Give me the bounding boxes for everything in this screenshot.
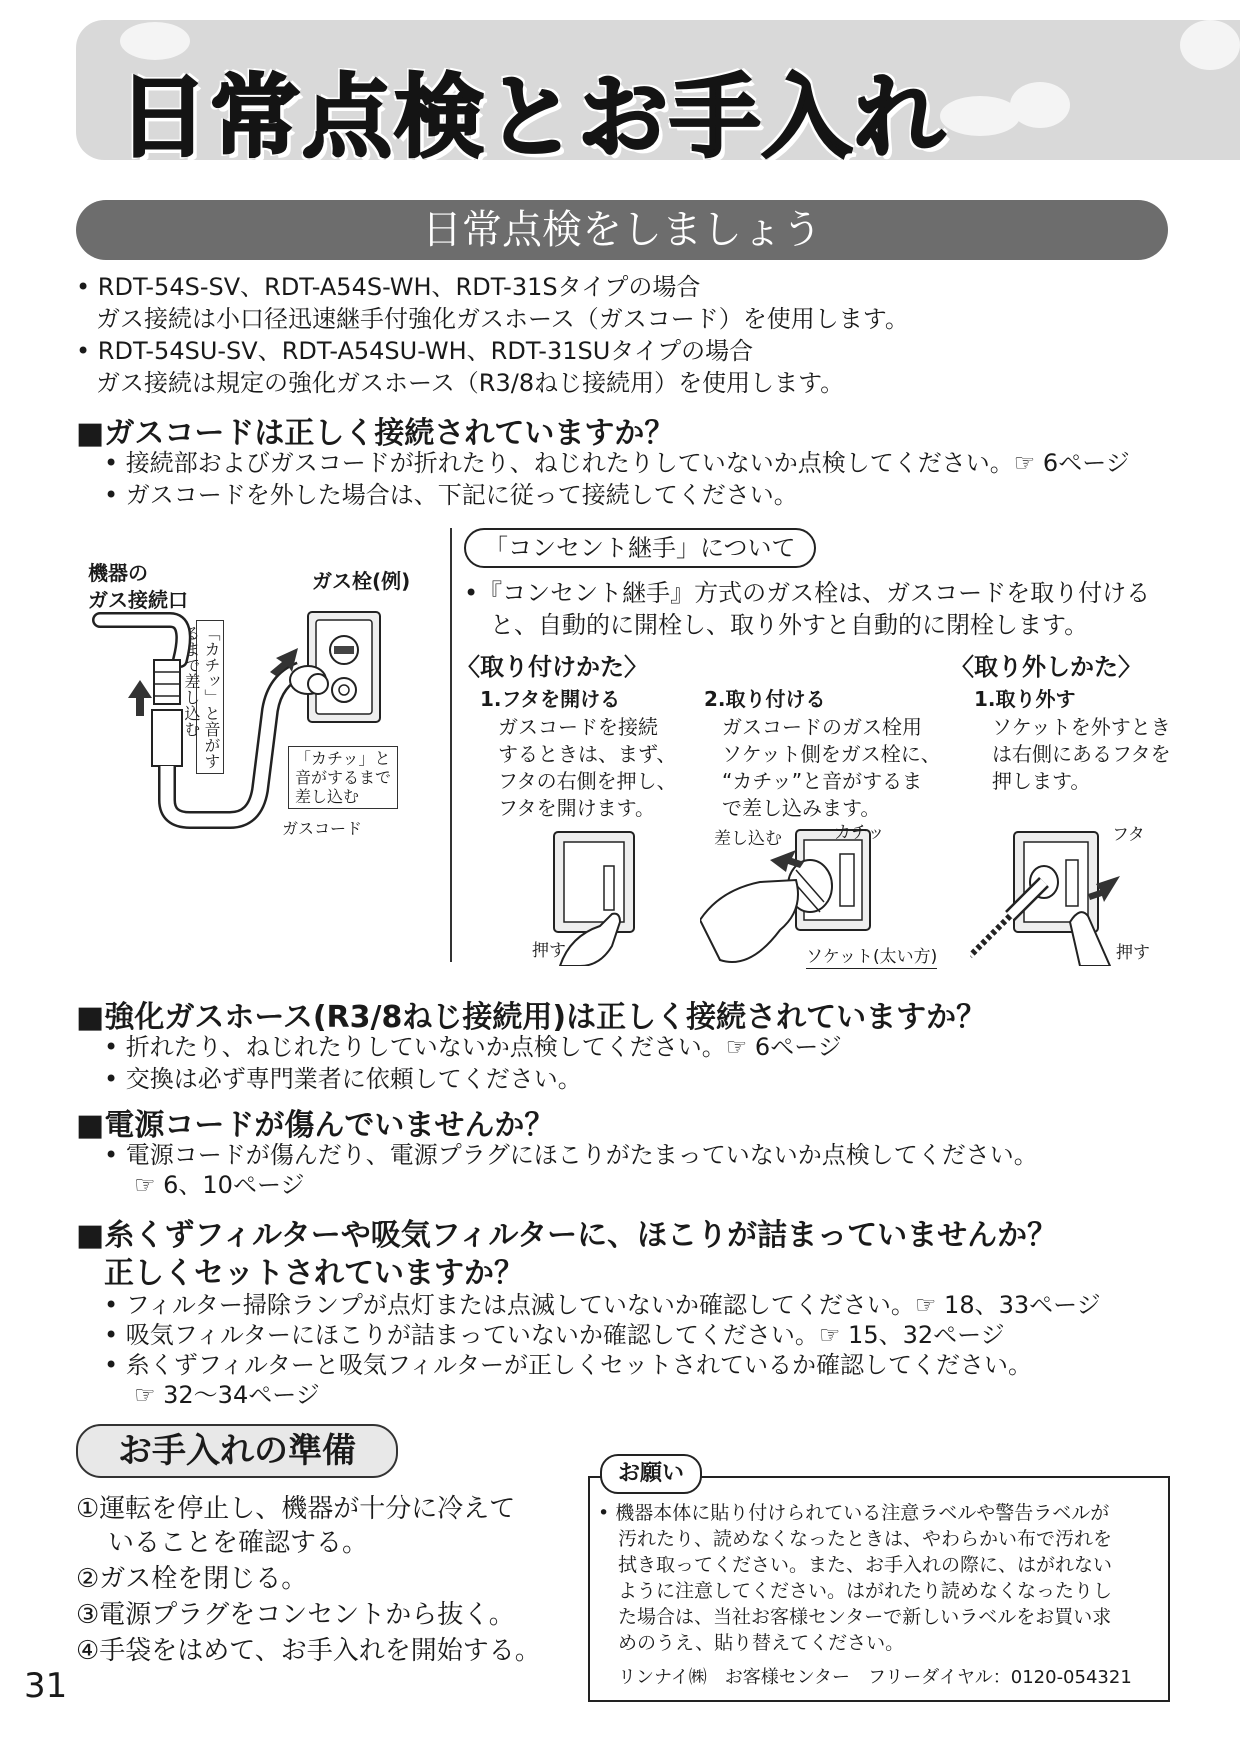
check-heading-power-cord: ■電源コードが傷んでいませんか？ xyxy=(76,1108,555,1143)
cloud-decoration xyxy=(1180,20,1240,70)
model-heading: • RDT-54SU-SV、RDT-A54SU-WH、RDT-31SUタイプの場合 xyxy=(76,337,754,365)
step-title: 1.取り外す xyxy=(974,687,1076,711)
label-gas-outlet: 機器の ガス接続口 xyxy=(88,561,188,612)
gas-connection-illustration xyxy=(80,600,450,840)
remove-socket-illustration xyxy=(970,826,1130,966)
label-insert: 差し込む xyxy=(714,829,782,849)
callout-click: 「カチッ」と 音がするまで 差し込む xyxy=(288,746,398,809)
bullet: • フィルター掃除ランプが点灯または点滅していないか確認してください。☞ 18、33ページ xyxy=(104,1291,1101,1319)
check-heading-hose: ■強化ガスホース(R3/8ねじ接続用)は正しく接続されていますか？ xyxy=(76,1000,987,1035)
notice-line: 拭き取ってください。また、お手入れの際に、はがれない xyxy=(618,1554,1113,1576)
label-lid: フタ xyxy=(1112,825,1145,845)
section-title: 日常点検をしましょう xyxy=(76,200,1168,260)
step-text: ガスコードのガス栓用 ソケット側をガス栓に、 “カチッ”と音がするま で差し込みます。 xyxy=(722,715,941,820)
notice-line: 汚れたり、読めなくなったときは、やわらかい布で汚れを xyxy=(618,1528,1113,1550)
customer-center-contact: リンナイ㈱ お客様センター フリーダイヤル：0120-054321 xyxy=(618,1667,1132,1688)
check-heading-filter: ■糸くずフィルターや吸気フィルターに、ほこりが詰まっていませんか？ xyxy=(76,1218,1058,1253)
prep-title: お手入れの準備 xyxy=(76,1424,398,1478)
page-ref: ☞ 32〜34ページ xyxy=(134,1381,320,1409)
notice-line: ように注意してください。はがれたり読めなくなったりし xyxy=(618,1580,1113,1602)
label-push: 押す xyxy=(1116,943,1150,963)
bullet: • 吸気フィルターにほこりが詰まっていないか確認してください。☞ 15、32ページ xyxy=(104,1321,1005,1349)
bullet: • 接続部およびガスコードが折れたり、ねじれたりしていないか点検してください。☞ 6ページ xyxy=(104,449,1130,477)
bullet: • 交換は必ず専門業者に依頼してください。 xyxy=(104,1065,582,1093)
bullet: • 折れたり、ねじれたりしていないか点検してください。☞ 6ページ xyxy=(104,1033,842,1061)
attach-title: 〈取り付けかた〉 xyxy=(456,653,648,681)
page-ref: ☞ 6、10ページ xyxy=(134,1171,305,1199)
page-number: 31 xyxy=(24,1666,68,1706)
label-push: 押す xyxy=(532,941,566,961)
step-title: 2.取り付ける xyxy=(704,687,826,711)
notice-line: た場合は、当社お客様センターで新しいラベルをお買い求 xyxy=(618,1606,1112,1628)
consent-tab: 「コンセント継手」について xyxy=(464,528,816,568)
consent-desc: と、自動的に開栓し、取り外すと自動的に閉栓します。 xyxy=(490,611,1089,639)
label-socket: ソケット(太い方) xyxy=(806,947,938,967)
prep-step: ④手袋をはめて、お手入れを開始する。 xyxy=(76,1636,541,1666)
detach-title: 〈取り外しかた〉 xyxy=(950,653,1142,681)
consent-desc: •『コンセント継手』方式のガス栓は、ガスコードを取り付ける xyxy=(464,579,1151,607)
cloud-decoration xyxy=(940,96,1020,136)
step-text: ソケットを外すとき は右側にあるフタを 押します。 xyxy=(992,715,1171,793)
callout-vertical: 「カチッ」と音がするまで差し込む xyxy=(196,620,224,774)
step-text: ガスコードを接続 するときは、まず、 フタの右側を押し、 フタを開けます。 xyxy=(498,715,677,820)
prep-step: いることを確認する。 xyxy=(108,1528,369,1558)
prep-step: ③電源プラグをコンセントから抜く。 xyxy=(76,1600,515,1630)
label-gas-tap: ガス栓(例) xyxy=(312,569,411,593)
cloud-decoration xyxy=(1010,82,1070,128)
bullet: • 糸くずフィルターと吸気フィルターが正しくセットされているか確認してください。 xyxy=(104,1351,1033,1379)
model-text: ガス接続は規定の強化ガスホース（R3/8ねじ接続用）を使用します。 xyxy=(96,369,845,397)
prep-step: ①運転を停止し、機器が十分に冷えて xyxy=(76,1494,516,1524)
model-heading: • RDT-54S-SV、RDT-A54S-WH、RDT-31Sタイプの場合 xyxy=(76,273,701,301)
label-gas-cord: ガスコード xyxy=(282,819,363,838)
label-click: カチッ xyxy=(834,823,885,843)
bullet: • ガスコードを外した場合は、下記に従って接続してください。 xyxy=(104,481,798,509)
prep-step: ②ガス栓を閉じる。 xyxy=(76,1564,308,1594)
model-text: ガス接続は小口径迅速継手付強化ガスホース（ガスコード）を使用します。 xyxy=(96,305,909,333)
check-heading-filter-2: 正しくセットされていますか？ xyxy=(104,1256,524,1291)
notice-line: • 機器本体に貼り付けられている注意ラベルや警告ラベルが xyxy=(598,1502,1110,1524)
bullet: • 電源コードが傷んだり、電源プラグにほこりがたまっていないか点検してください。 xyxy=(104,1141,1038,1169)
divider xyxy=(450,528,452,962)
step-title: 1.フタを開ける xyxy=(480,687,621,711)
notice-tab: お願い xyxy=(600,1454,702,1494)
notice-line: めのうえ、貼り替えてください。 xyxy=(618,1632,905,1654)
check-heading-gas-cord: ■ガスコードは正しく接続されていますか？ xyxy=(76,416,675,451)
page-title: 日常点検とお手入れ xyxy=(118,65,946,170)
